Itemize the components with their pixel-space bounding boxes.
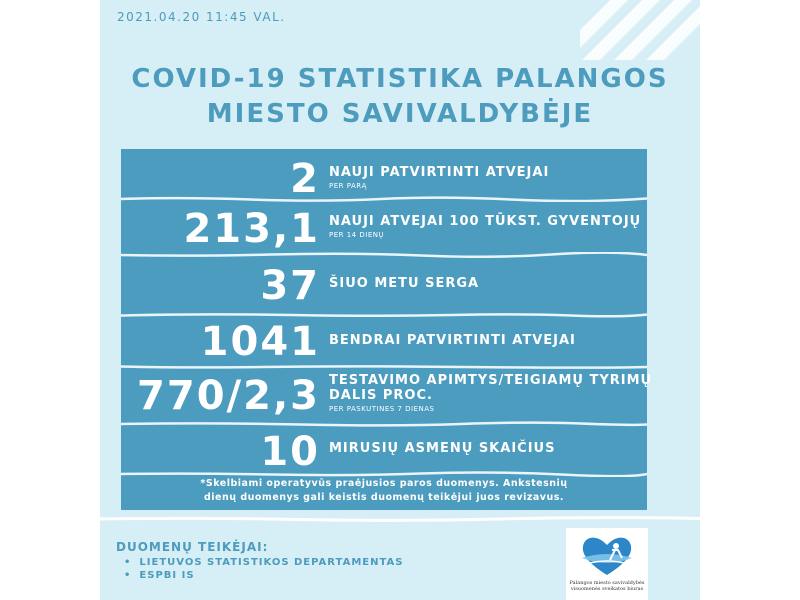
stat-label: NAUJI ATVEJAI 100 TŪKST. GYVENTOJŲ <box>329 214 642 229</box>
note-line-1: *Skelbiami operatyvūs praėjusios paros duomenys. Ankstesnių <box>200 478 568 489</box>
stat-sub-label: PER 14 DIENŲ <box>329 231 385 239</box>
provider-item: • ESPBI IS <box>124 570 195 581</box>
logo-caption: Palangos miesto savivaldybės visuomenės sveikatos biuras <box>569 580 645 592</box>
report-date: 2021.04.20 11:45 VAL. <box>117 10 286 24</box>
health-bureau-logo <box>566 528 648 600</box>
row-divider <box>121 252 647 258</box>
row-divider <box>121 312 647 318</box>
stat-value: 37 <box>260 263 320 309</box>
stat-label: NAUJI PATVIRTINTI ATVEJAI <box>329 165 550 180</box>
row-divider <box>121 364 647 370</box>
row-divider <box>121 421 647 427</box>
stat-value: 1041 <box>200 319 320 365</box>
decorative-stripes <box>580 0 700 70</box>
bottom-divider <box>100 516 700 522</box>
stat-label: MIRUSIŲ ASMENŲ SKAIČIUS <box>329 441 556 456</box>
stat-sub-label: PER PASKUTINES 7 DIENAS <box>329 405 435 413</box>
row-divider <box>121 196 647 202</box>
page-title-line-1: COVID-19 STATISTIKA PALANGOS <box>131 64 669 94</box>
note-line-2: dienų duomenys gali keistis duomenų teikėjui juos revizavus. <box>204 492 564 503</box>
data-disclaimer-note <box>121 477 647 505</box>
heart-logo-icon <box>566 528 648 580</box>
stat-label: ŠIUO METU SERGA <box>329 276 480 291</box>
stat-label: TESTAVIMO APIMTYS/TEIGIAMŲ TYRIMŲ <box>329 373 653 388</box>
stat-value: 213,1 <box>183 206 320 252</box>
bullet-icon: • <box>124 570 132 581</box>
stat-value: 10 <box>260 429 320 475</box>
stat-value: 2 <box>290 156 320 202</box>
stats-panel <box>121 149 653 510</box>
stat-label: BENDRAI PATVIRTINTI ATVEJAI <box>329 333 576 348</box>
stat-sub-label: PER PARĄ <box>329 182 367 190</box>
bullet-icon: • <box>124 557 132 568</box>
stat-value: 770/2,3 <box>137 373 320 419</box>
poster <box>100 0 700 600</box>
providers-title: DUOMENŲ TEIKĖJAI: <box>116 540 269 554</box>
stat-label-line-2: DALIS PROC. <box>329 388 433 403</box>
page-title-line-2: MIESTO SAVIVALDYBĖJE <box>206 99 594 129</box>
provider-item: • LIETUVOS STATISTIKOS DEPARTAMENTAS <box>124 557 404 568</box>
